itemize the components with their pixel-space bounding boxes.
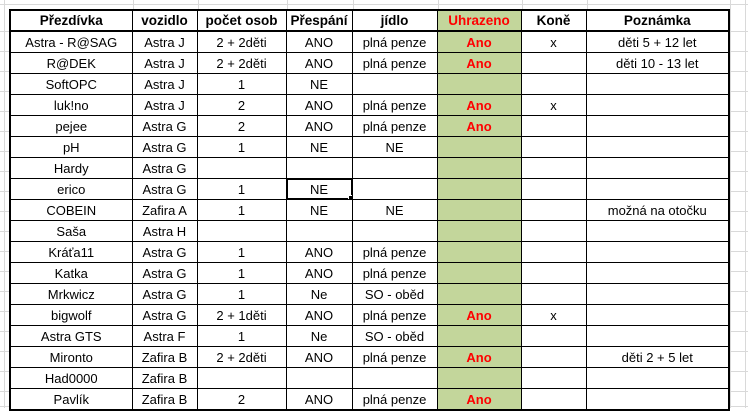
cell[interactable]: Astra G [132, 116, 197, 137]
cell[interactable]: Ano [437, 53, 521, 74]
cell[interactable]: Astra J [132, 53, 197, 74]
cell[interactable] [586, 137, 729, 158]
cell[interactable] [437, 368, 521, 389]
column-header-vozidlo[interactable]: vozidlo [132, 10, 197, 31]
cell[interactable]: ANO [286, 95, 352, 116]
gridline [0, 4, 748, 5]
table-row [10, 200, 729, 221]
cell[interactable] [586, 158, 729, 179]
cell[interactable] [521, 263, 586, 284]
cell[interactable]: 1 [197, 242, 286, 263]
cell[interactable]: děti 2 + 5 let [586, 347, 729, 368]
cell[interactable] [586, 95, 729, 116]
table-row [10, 347, 729, 368]
cell[interactable]: ANO [286, 53, 352, 74]
cell[interactable]: erico [10, 179, 132, 200]
cell[interactable] [586, 221, 729, 242]
cell[interactable]: luk!no [10, 95, 132, 116]
cell[interactable]: 2 + 2děti [197, 347, 286, 368]
cell[interactable] [286, 158, 352, 179]
cell[interactable]: ANO [286, 263, 352, 284]
table-row [10, 137, 729, 158]
cell[interactable]: Ano [437, 95, 521, 116]
table-row [10, 158, 729, 179]
cell[interactable] [521, 221, 586, 242]
cell[interactable]: Ne [286, 326, 352, 347]
cell[interactable]: NE [286, 137, 352, 158]
cell[interactable]: Astra G [132, 305, 197, 326]
cell[interactable]: 1 [197, 200, 286, 221]
cell[interactable] [521, 200, 586, 221]
cell[interactable] [521, 74, 586, 95]
table-row [10, 263, 729, 284]
cell[interactable] [197, 221, 286, 242]
table-row [10, 368, 729, 389]
column-header-p-ezd-vka[interactable]: Přezdívka [10, 10, 132, 31]
cell[interactable] [437, 284, 521, 305]
table-header [10, 10, 729, 31]
cell[interactable]: 1 [197, 284, 286, 305]
cell[interactable]: 2 + 2děti [197, 31, 286, 53]
cell[interactable]: Astra G [132, 179, 197, 200]
column-header-pozn-mka[interactable]: Poznámka [586, 10, 729, 31]
cell[interactable] [197, 368, 286, 389]
cell[interactable]: NE [352, 137, 437, 158]
cell[interactable]: NE [286, 74, 352, 95]
cell[interactable] [352, 74, 437, 95]
cell[interactable]: Saša [10, 221, 132, 242]
cell[interactable]: děti 10 - 13 let [586, 53, 729, 74]
cell[interactable]: x [521, 305, 586, 326]
gridline [745, 0, 746, 408]
cell[interactable]: plná penze [352, 389, 437, 411]
table-row [10, 221, 729, 242]
table-row [10, 326, 729, 347]
table-row [10, 31, 729, 53]
cell[interactable]: Kráťa11 [10, 242, 132, 263]
cell[interactable]: Astra G [132, 158, 197, 179]
cell[interactable]: NE [286, 179, 352, 200]
cell[interactable] [521, 368, 586, 389]
table-row [10, 95, 729, 116]
cell[interactable]: Astra J [132, 74, 197, 95]
cell[interactable]: plná penze [352, 53, 437, 74]
cell[interactable] [586, 74, 729, 95]
cell[interactable]: Had0000 [10, 368, 132, 389]
cell[interactable]: pH [10, 137, 132, 158]
cell[interactable] [437, 263, 521, 284]
column-header-po-et-osob[interactable]: počet osob [197, 10, 286, 31]
cell[interactable]: SO - oběd [352, 326, 437, 347]
cell[interactable] [437, 179, 521, 200]
cell[interactable] [586, 263, 729, 284]
cell[interactable]: COBEIN [10, 200, 132, 221]
table-row [10, 305, 729, 326]
cell[interactable] [437, 242, 521, 263]
cell[interactable]: Zafira B [132, 368, 197, 389]
cell[interactable] [586, 284, 729, 305]
cell[interactable]: Zafira A [132, 200, 197, 221]
cell[interactable]: 1 [197, 137, 286, 158]
cell[interactable]: Mrkwicz [10, 284, 132, 305]
cell[interactable]: Ano [437, 389, 521, 411]
cell[interactable] [286, 221, 352, 242]
cell[interactable]: Astra J [132, 95, 197, 116]
cell[interactable]: Astra J [132, 31, 197, 53]
gridline [4, 0, 5, 408]
cell[interactable]: Astra G [132, 242, 197, 263]
cell[interactable]: možná na otočku [586, 200, 729, 221]
table-row [10, 179, 729, 200]
cell[interactable]: plná penze [352, 242, 437, 263]
cell[interactable] [437, 200, 521, 221]
table-row [10, 389, 729, 411]
column-header-p-esp-n-[interactable]: Přespání [286, 10, 352, 31]
cell[interactable] [197, 158, 286, 179]
column-header-kon-[interactable]: Koně [521, 10, 586, 31]
cell[interactable]: 1 [197, 326, 286, 347]
cell[interactable]: Ano [437, 116, 521, 137]
cell[interactable] [586, 242, 729, 263]
cell[interactable]: Ne [286, 284, 352, 305]
cell[interactable] [352, 368, 437, 389]
cell[interactable]: NE [286, 200, 352, 221]
table-row [10, 116, 729, 137]
cell[interactable]: ANO [286, 242, 352, 263]
cell[interactable]: Katka [10, 263, 132, 284]
active-cell-selection [286, 179, 352, 200]
cell[interactable]: SO - oběd [352, 284, 437, 305]
header-row [10, 10, 729, 31]
cell[interactable]: Zafira B [132, 389, 197, 411]
cell[interactable]: ANO [286, 305, 352, 326]
cell[interactable] [586, 326, 729, 347]
cell[interactable]: plná penze [352, 31, 437, 53]
cell[interactable]: bigwolf [10, 305, 132, 326]
gridline [730, 0, 731, 408]
cell[interactable] [586, 389, 729, 411]
column-header-uhrazeno[interactable]: Uhrazeno [437, 10, 521, 31]
cell[interactable] [586, 179, 729, 200]
cell[interactable]: x [521, 95, 586, 116]
cell[interactable]: Ano [437, 305, 521, 326]
cell[interactable]: plná penze [352, 263, 437, 284]
cell[interactable] [521, 389, 586, 411]
cell[interactable] [352, 158, 437, 179]
column-header-j-dlo[interactable]: jídlo [352, 10, 437, 31]
cell[interactable]: ANO [286, 389, 352, 411]
table-row [10, 74, 729, 95]
cell[interactable] [521, 137, 586, 158]
cell[interactable]: 1 [197, 74, 286, 95]
cell[interactable] [437, 74, 521, 95]
cell[interactable]: ANO [286, 116, 352, 137]
cell[interactable]: Astra H [132, 221, 197, 242]
cell[interactable]: ANO [286, 347, 352, 368]
cell[interactable] [521, 179, 586, 200]
cell[interactable]: 2 [197, 116, 286, 137]
cell[interactable]: 2 [197, 389, 286, 411]
cell[interactable]: Astra G [132, 284, 197, 305]
cell[interactable]: Mironto [10, 347, 132, 368]
cell[interactable]: Zafira B [132, 347, 197, 368]
cell[interactable]: R@DEK [10, 53, 132, 74]
cell[interactable]: 1 [197, 179, 286, 200]
table-row [10, 53, 729, 74]
cell[interactable]: Pavlík [10, 389, 132, 411]
cell[interactable]: Astra - R@SAG [10, 31, 132, 53]
cell[interactable]: 2 [197, 95, 286, 116]
cell[interactable]: Astra G [132, 263, 197, 284]
cell[interactable]: 1 [197, 263, 286, 284]
cell[interactable] [521, 284, 586, 305]
cell[interactable]: 2 + 2děti [197, 53, 286, 74]
cell[interactable] [521, 347, 586, 368]
cell[interactable]: plná penze [352, 347, 437, 368]
cell[interactable]: Ano [437, 31, 521, 53]
cell[interactable]: děti 5 + 12 let [586, 31, 729, 53]
cell[interactable]: Hardy [10, 158, 132, 179]
cell[interactable] [521, 53, 586, 74]
cell[interactable]: Astra GTS [10, 326, 132, 347]
cell[interactable] [521, 116, 586, 137]
cell[interactable] [352, 221, 437, 242]
cell[interactable]: Astra F [132, 326, 197, 347]
table-row [10, 284, 729, 305]
cell[interactable]: Astra G [132, 137, 197, 158]
cell[interactable] [352, 179, 437, 200]
cell[interactable]: SoftOPC [10, 74, 132, 95]
cell[interactable]: plná penze [352, 95, 437, 116]
cell[interactable]: ANO [286, 31, 352, 53]
cell[interactable]: plná penze [352, 305, 437, 326]
cell[interactable] [437, 158, 521, 179]
cell[interactable]: pejee [10, 116, 132, 137]
cell[interactable]: plná penze [352, 116, 437, 137]
cell[interactable] [586, 305, 729, 326]
cell[interactable]: x [521, 31, 586, 53]
cell[interactable]: 2 + 1děti [197, 305, 286, 326]
cell[interactable] [521, 326, 586, 347]
crew-table [9, 9, 730, 411]
table-row [10, 242, 729, 263]
cell[interactable] [437, 326, 521, 347]
cell[interactable] [586, 116, 729, 137]
cell[interactable] [286, 368, 352, 389]
cell[interactable]: Ano [437, 347, 521, 368]
cell[interactable] [437, 221, 521, 242]
cell[interactable]: NE [352, 200, 437, 221]
cell[interactable] [521, 242, 586, 263]
cell[interactable] [521, 158, 586, 179]
cell[interactable] [437, 137, 521, 158]
cell[interactable] [586, 368, 729, 389]
